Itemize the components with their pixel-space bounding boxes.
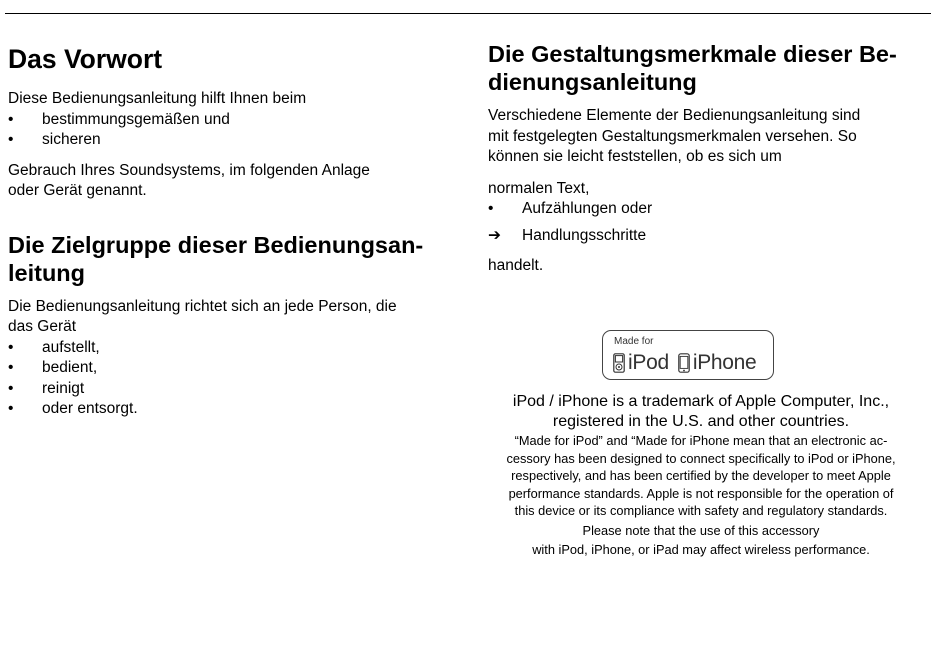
section-vorwort (8, 44, 458, 202)
trademark-notice (488, 392, 914, 559)
list-item: • sicheren (8, 130, 458, 151)
list-item: • bestimmungsgemäßen und (8, 110, 458, 131)
section-gestaltung (488, 40, 918, 277)
left-column (8, 40, 458, 420)
badge-iphone-text: iPhone (692, 351, 757, 374)
notice-line: “Made for iPod” and “Made for iPhone mean that an electronic ac- (514, 433, 888, 448)
trademark-line-2: registered in the U.S. and other countries. (552, 413, 850, 430)
vorwort-intro: Diese Bedienungsanleitung hilft Ihnen beim (8, 90, 307, 107)
notice-line: respectively, and has been certified by the developer to meet Apple (511, 468, 891, 483)
gestaltung-body-line-3: können sie leicht feststellen, ob es sich um (488, 148, 782, 165)
bullet-icon: • (8, 338, 14, 356)
bullet-icon: • (8, 131, 14, 148)
heading-zielgruppe-line-1: Die Zielgruppe dieser Bedienungsan- (8, 231, 424, 258)
gestaltung-body-line-1: Verschiedene Elemente der Bedienungsanleitung sind (488, 107, 861, 124)
heading-gestaltung-line-2: dienungsanleitung (488, 69, 697, 95)
notice-line: this device or its compliance with safety and regulatory standards. (514, 503, 888, 518)
bullet-icon: • (8, 379, 14, 397)
vorwort-outro-line-2: oder Gerät genannt. (8, 182, 147, 199)
gestaltung-list (488, 199, 918, 246)
trademark-line-1: iPod / iPhone is a trademark of Apple Computer, Inc., (512, 393, 890, 410)
bullet-icon: • (488, 200, 494, 217)
vorwort-outro-line-1: Gebrauch Ihres Soundsystems, im folgenden Anlage (8, 161, 370, 179)
bullet-icon: • (8, 359, 14, 376)
bullet-icon: • (8, 400, 14, 417)
gestaltung-normal-text: normalen Text, (488, 179, 590, 197)
list-item: • bedient, (8, 358, 458, 379)
notice-line: with iPod, iPhone, or iPad may affect wireless performance. (532, 542, 870, 557)
notice-line: Please note that the use of this accessory (582, 522, 820, 538)
list-item: • Aufzählungen oder (488, 199, 918, 220)
section-zielgruppe (8, 231, 458, 420)
notice-line: cessory has been designed to connect specifically to iPod or iPhone, (506, 450, 896, 466)
iphone-icon (678, 353, 690, 373)
badge-ipod-text: iPod (628, 351, 669, 374)
heading-gestaltung-line-1: Die Gestaltungsmerkmale dieser Be- (488, 41, 897, 67)
notice-line: performance standards. Apple is not responsible for the operation of (508, 485, 894, 501)
heading-zielgruppe-line-2: leitung (8, 259, 86, 286)
gestaltung-body-line-2: mit festgelegten Gestaltungsmerkmalen versehen. So (488, 127, 857, 145)
right-column (488, 40, 918, 277)
zielgruppe-intro-line-1: Die Bedienungsanleitung richtet sich an jede Person, die (8, 297, 397, 315)
zielgruppe-intro-line-2: das Gerät (8, 318, 77, 335)
top-rule (5, 13, 931, 14)
list-item: • oder entsorgt. (8, 399, 458, 420)
zielgruppe-bullet-list (8, 338, 458, 420)
list-item: • reinigt (8, 379, 458, 400)
heading-vorwort: Das Vorwort (8, 44, 163, 74)
bullet-icon: • (8, 110, 14, 128)
gestaltung-end: handelt. (488, 257, 544, 274)
ipod-icon (613, 353, 625, 373)
badge-products (613, 351, 756, 375)
arrow-right-icon: ➔ (488, 226, 501, 244)
badge-made-for-label: Made for (614, 336, 654, 347)
vorwort-bullet-list (8, 110, 458, 151)
made-for-ipod-iphone-badge (602, 330, 774, 380)
list-item: ➔ Handlungsschritte (488, 226, 918, 247)
list-item: • aufstellt, (8, 338, 458, 359)
